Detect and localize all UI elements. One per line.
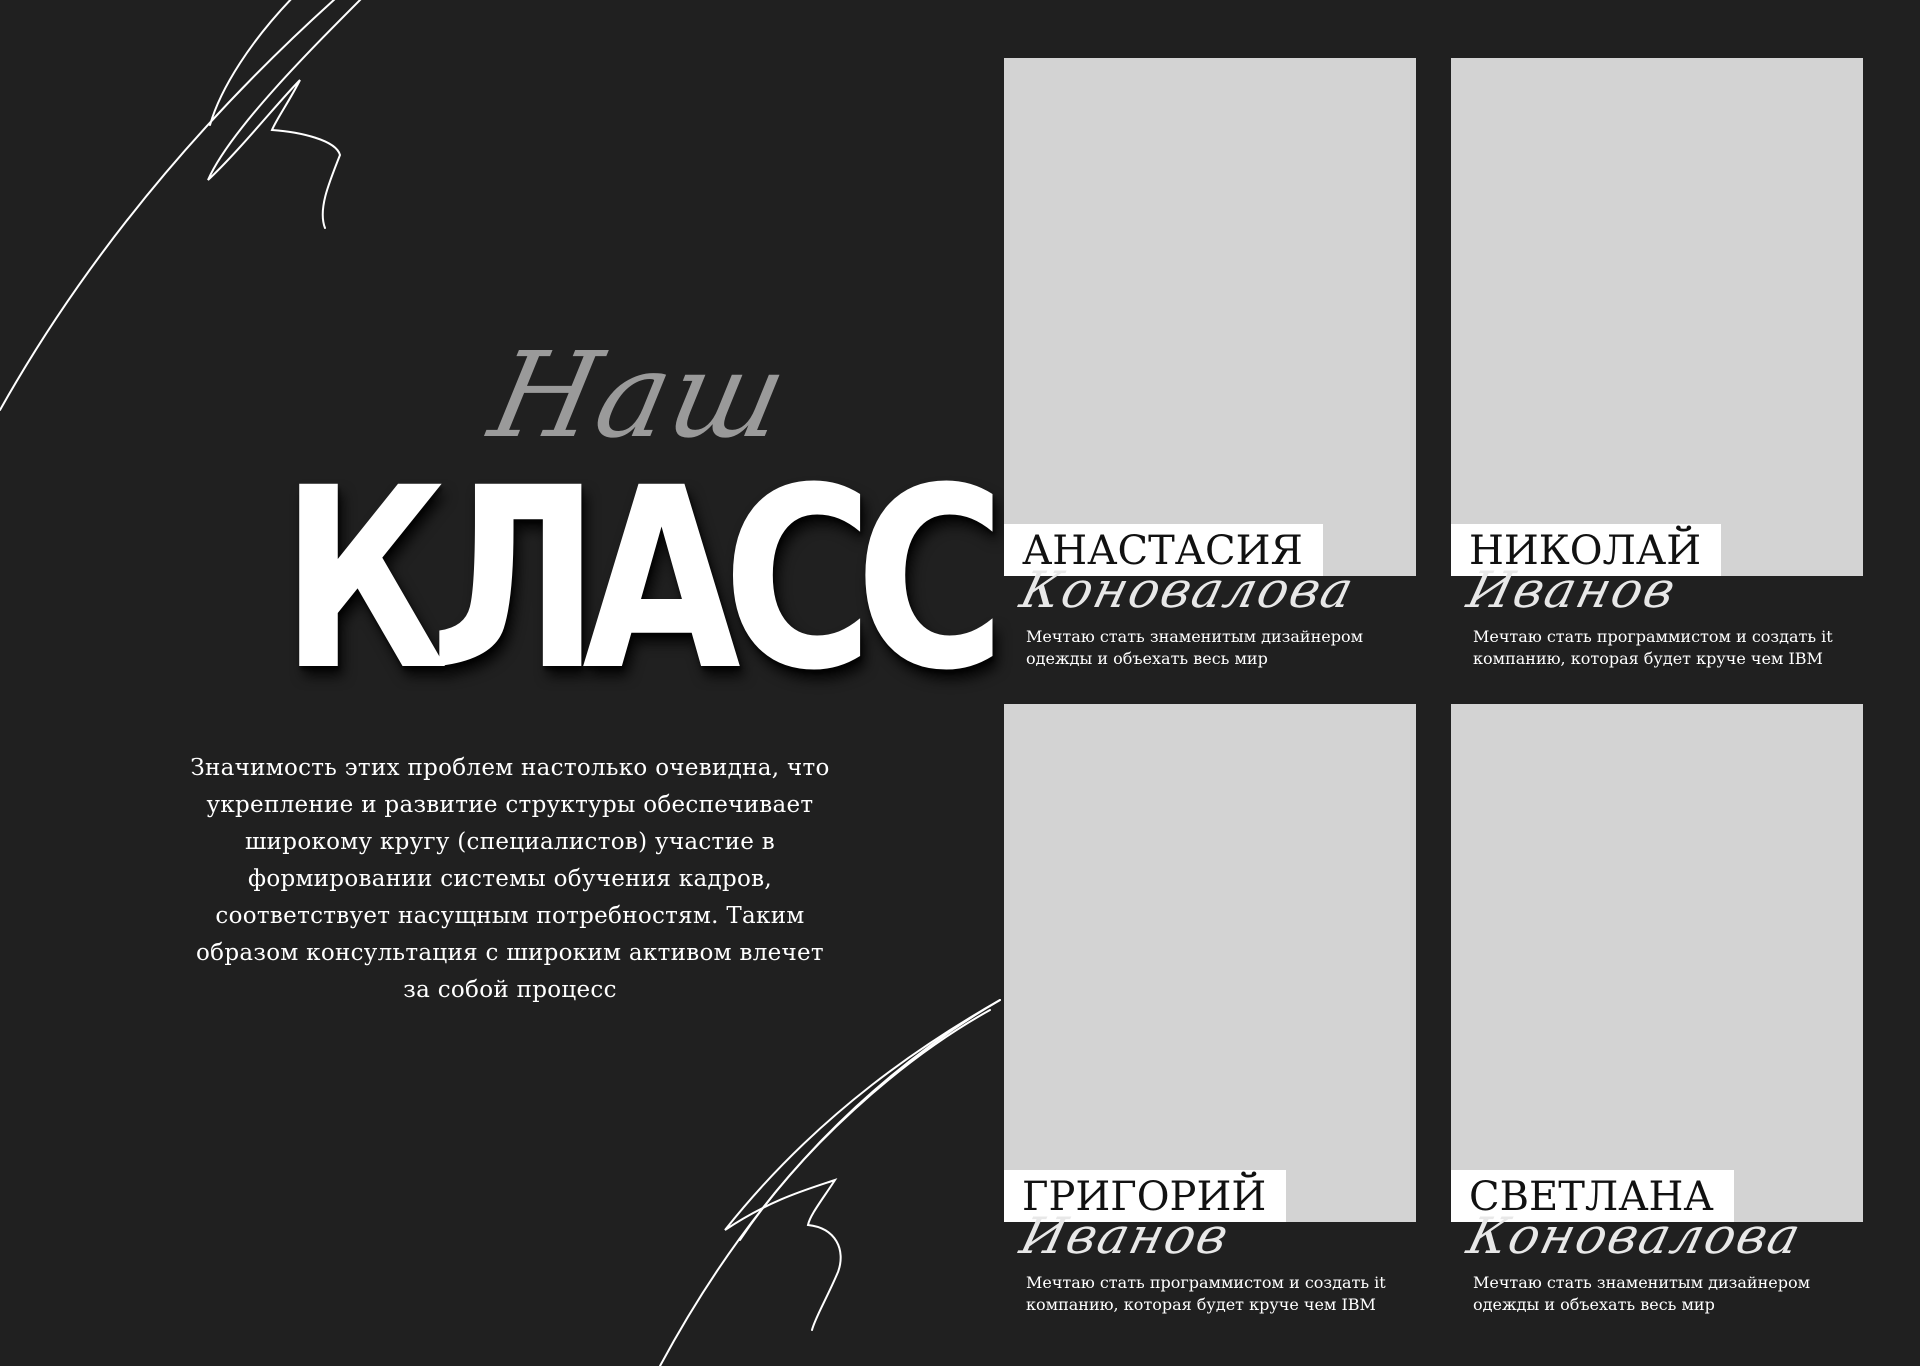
student-last-name: Иванов: [1014, 1207, 1236, 1265]
student-dream: Мечтаю стать знаменитым дизайнером одежды и объехать весь мир: [1473, 1273, 1811, 1314]
student-last-name: Иванов: [1461, 561, 1683, 619]
photo-placeholder[interactable]: [1004, 704, 1416, 1222]
student-last-name: Коновалова: [1014, 561, 1361, 619]
student-dream: Мечтаю стать знаменитым дизайнером одежды и объехать весь мир: [1026, 627, 1364, 668]
student-last-name: Коновалова: [1461, 1207, 1808, 1265]
intro-paragraph: Значимость этих проблем настолько очевидна, что укрепление и развитие структуры обеспечивает широкому кругу (специалистов) участие в формировании системы обучения кадров, соответствует насущным потребностям. Таким образом консультация с широким активом влечет за собой процесс: [190, 755, 830, 1003]
swash-top-arc: [0, 0, 345, 410]
photo-placeholder[interactable]: [1451, 704, 1863, 1222]
swash-top-inner-arc: [210, 0, 300, 125]
photo-placeholder[interactable]: [1451, 58, 1863, 576]
swash-bottom-arc: [660, 1000, 1000, 1366]
student-first-name: ГРИГОРИЙ: [1004, 1170, 1286, 1222]
student-first-name: НИКОЛАЙ: [1451, 524, 1721, 576]
photo-placeholder[interactable]: [1004, 58, 1416, 576]
student-dream: Мечтаю стать программистом и создать it компанию, которая будет круче чем IBM: [1473, 627, 1833, 668]
student-first-name: СВЕТЛАНА: [1451, 1170, 1734, 1222]
page-title: КЛАСС: [280, 434, 988, 725]
student-dream: Мечтаю стать программистом и создать it компанию, которая будет круче чем IBM: [1026, 1273, 1386, 1314]
swash-bottom-inner: [740, 1010, 990, 1240]
swash-top-loop: [208, 0, 370, 228]
student-first-name: АНАСТАСИЯ: [1004, 524, 1323, 576]
swash-bottom-loop: [725, 1000, 1000, 1330]
heading-script: Наш: [479, 326, 801, 464]
